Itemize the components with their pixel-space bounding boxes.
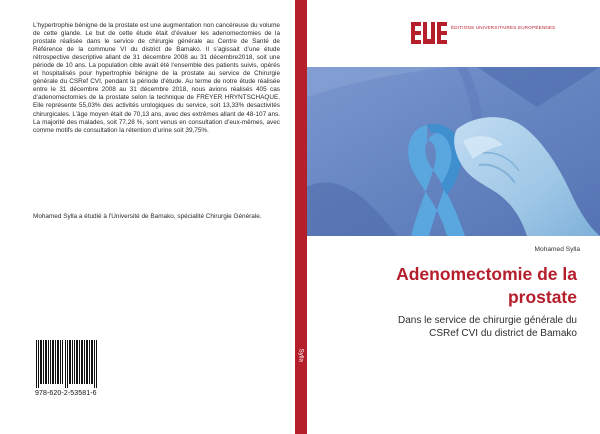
spine-author: Sylla xyxy=(297,348,305,362)
blurb-text: L’hypertrophie bénigne de la prostate est une augmentation non cancéreuse du volume de cette glande. Le but de cette étude était d’évaluer les adenomectomies de la prostate réalisée dans le service de chirurgie générale au Centre de Santé de Référence de la commune VI du district de Bamako. Il s’agissait d’une étude rétrospective descriptive allant de 31 décembre 2008 au 31 décembre2018, soit une période de 10 ans. La population cible avait été l’ensemble des patients suivis, opérés et hospitalisés pour hypertrophie bénigne de la prostate au service de Chirurgie générale du CSRef CVI, pendant la période d’étude. Au terme de notre étude réalisée entre le 31 décembre 2008 au 31 décembre 2018, nous avions réalisés 405 cas d’adenomectomies de la prostate selon la technique de FREYER HRYNTSCHAQUE. Elle représente 55,03% des activités urologiques du service, soit 13,33% desactivités chirurgicales. L’âge moyen était de 70,13 ans, avec des extrêmes allant de 48-107 ans. La majorité des malades, soit 77,28 %, sont venus en consultation d’eux-mêmes, avec comme motifs de consultation la rétention d’urine soit 39,75%. xyxy=(33,22,280,134)
book-subtitle: Dans le service de chirurgie générale du CSRef CVI du district de Bamako xyxy=(398,315,577,339)
awareness-ribbon-photo xyxy=(307,67,600,236)
isbn-number: 978-620-2-53581-6 xyxy=(35,390,97,397)
publisher-logo-icon xyxy=(411,22,449,44)
book-title: Adenomectomie de la prostate xyxy=(396,264,577,307)
barcode-icon xyxy=(34,338,100,388)
author-bio: Mohamed Sylla a étudié à l'Université de Bamako, spécialité Chirurgie Générale. xyxy=(33,213,262,220)
cover-photo xyxy=(307,67,600,236)
front-author: Mohamed Sylla xyxy=(534,246,580,253)
front-cover xyxy=(307,0,600,434)
publisher-name: ÉDITIONS UNIVERSITAIRES EUROPÉENNES xyxy=(451,25,556,30)
back-cover xyxy=(0,0,295,434)
back-cover-blurb xyxy=(33,22,280,135)
